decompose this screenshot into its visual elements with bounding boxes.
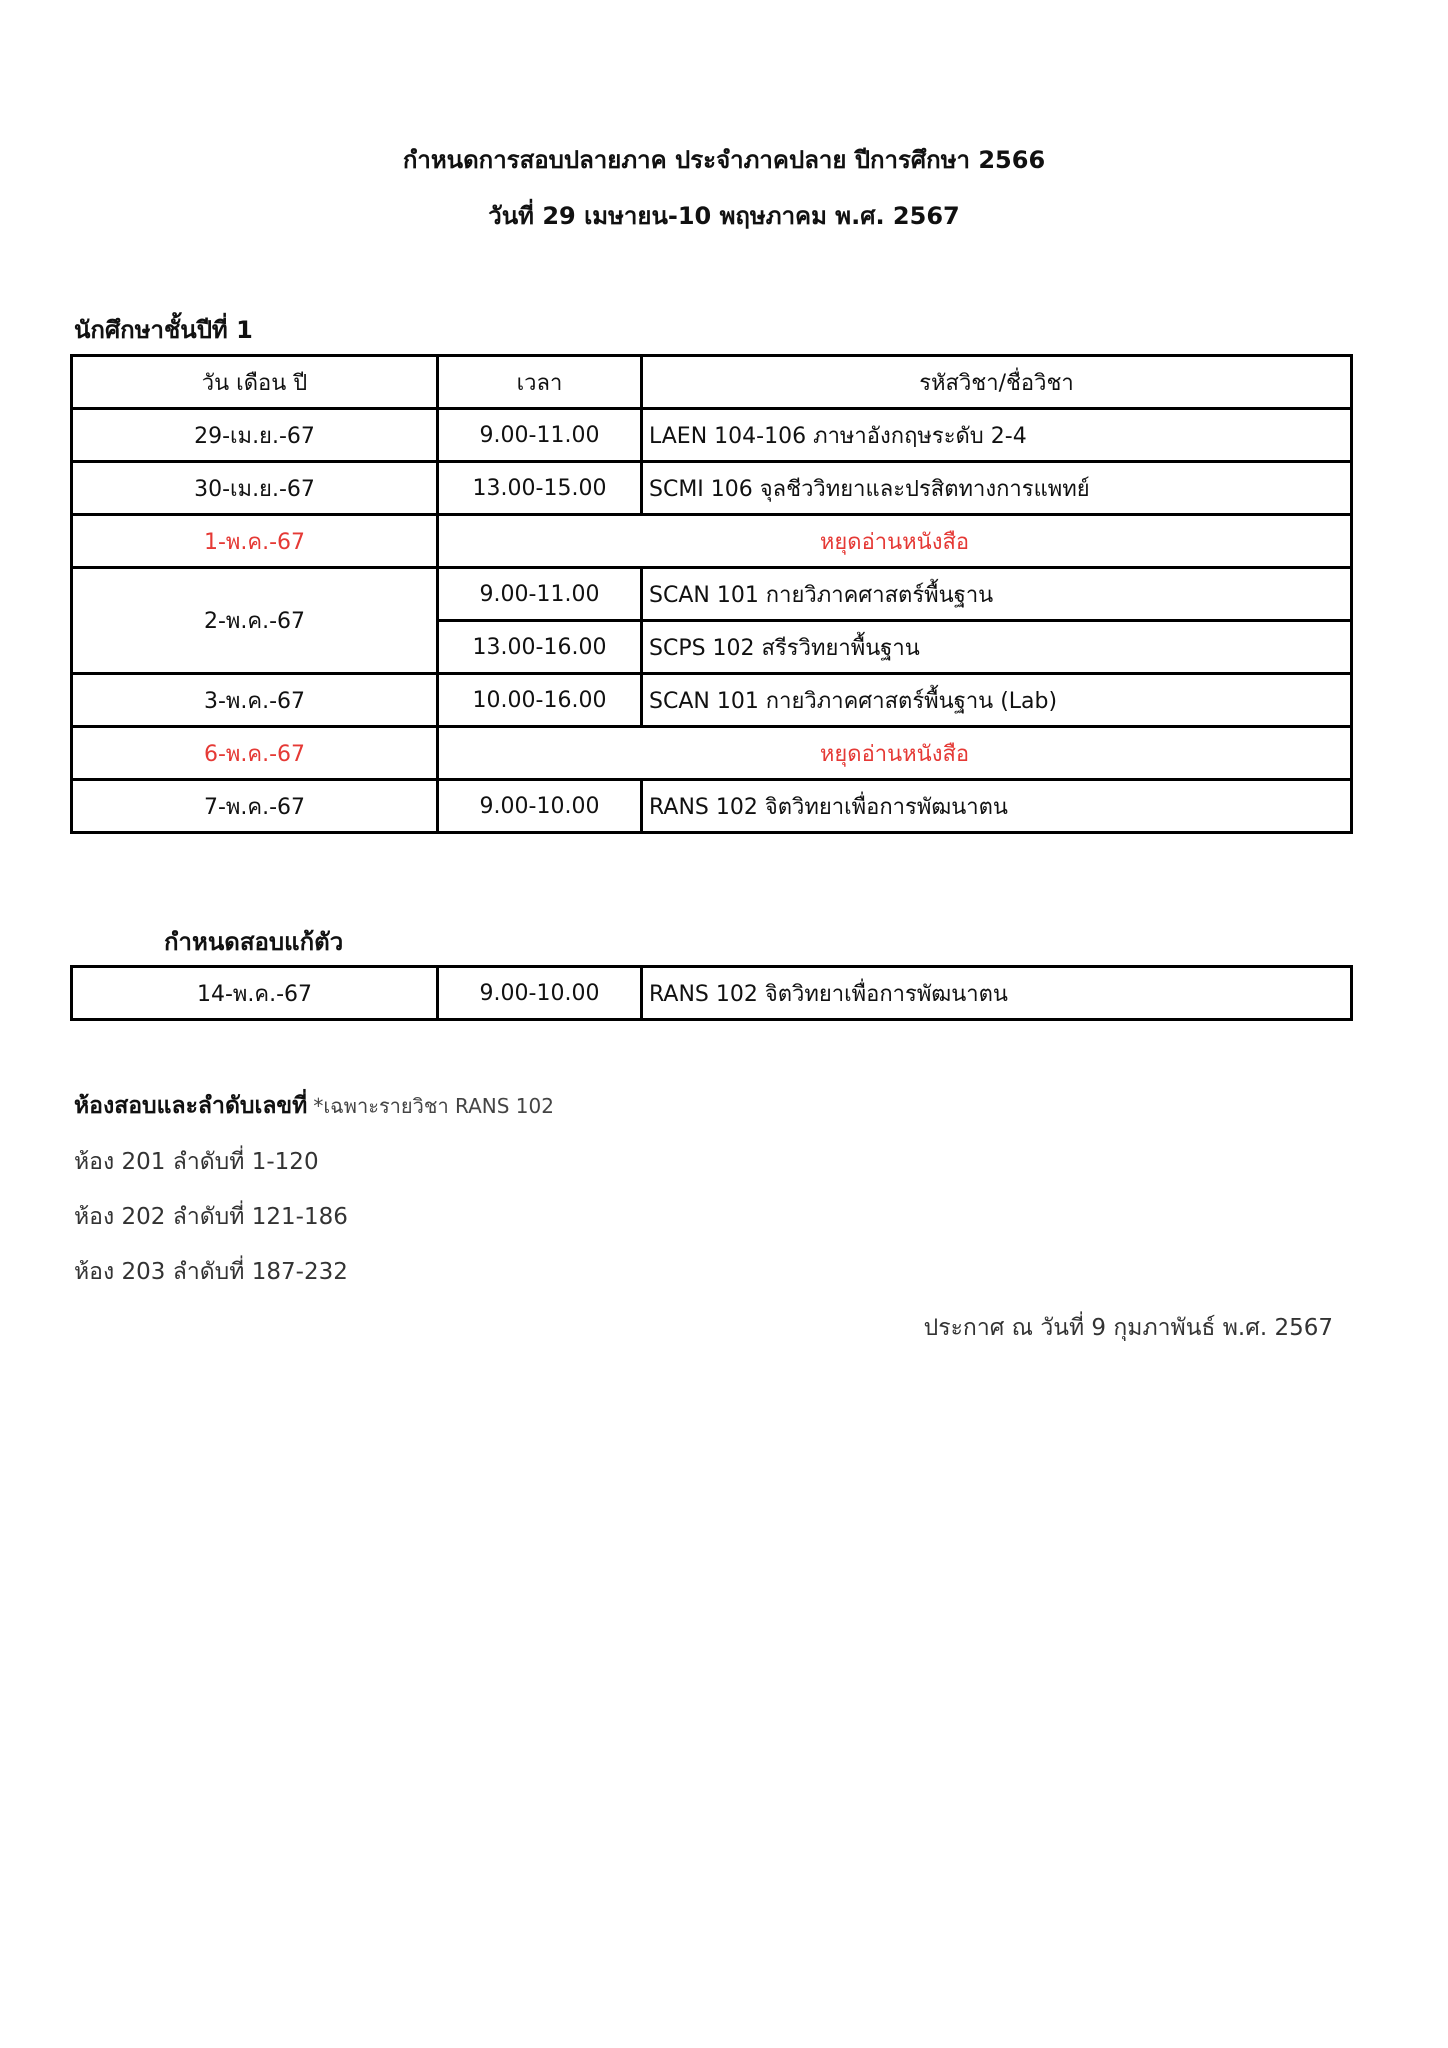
- exam-rooms-heading: [74, 1088, 554, 1124]
- exam-rooms-title: ห้องสอบและลำดับเลขที่: [74, 1093, 308, 1119]
- date-cell: 3-พ.ค.-67: [72, 674, 438, 727]
- header-time: เวลา: [438, 356, 642, 409]
- header-course: รหัสวิชา/ชื่อวิชา: [642, 356, 1352, 409]
- time-cell: 10.00-16.00: [438, 674, 642, 727]
- table-row: [72, 409, 1352, 462]
- date-cell: 7-พ.ค.-67: [72, 780, 438, 833]
- time-cell: 9.00-11.00: [438, 409, 642, 462]
- page-title: กำหนดการสอบปลายภาค ประจำภาคปลาย ปีการศึกษา 2566: [402, 146, 1046, 174]
- retake-heading: กำหนดสอบแก้ตัว: [164, 928, 344, 956]
- retake-exam-table: [70, 965, 1353, 1021]
- announcement-date: ประกาศ ณ วันที่ 9 กุมภาพันธ์ พ.ศ. 2567: [923, 1315, 1333, 1341]
- table-row: [72, 568, 1352, 621]
- date-cell: 30-เม.ย.-67: [72, 462, 438, 515]
- date-cell: 14-พ.ค.-67: [72, 967, 438, 1020]
- course-cell: RANS 102 จิตวิทยาเพื่อการพัฒนาตน: [642, 780, 1352, 833]
- date-cell: 1-พ.ค.-67: [72, 515, 438, 568]
- time-cell: 13.00-15.00: [438, 462, 642, 515]
- table-row-break: [72, 727, 1352, 780]
- course-cell: LAEN 104-106 ภาษาอังกฤษระดับ 2-4: [642, 409, 1352, 462]
- date-cell: 29-เม.ย.-67: [72, 409, 438, 462]
- exam-schedule-table: [70, 354, 1353, 834]
- time-cell: 9.00-11.00: [438, 568, 642, 621]
- room-item: ห้อง 201 ลำดับที่ 1-120: [74, 1149, 319, 1175]
- year-level-heading: นักศึกษาชั้นปีที่ 1: [74, 316, 253, 344]
- reading-break-cell: หยุดอ่านหนังสือ: [438, 515, 1352, 568]
- course-cell: RANS 102 จิตวิทยาเพื่อการพัฒนาตน: [642, 967, 1352, 1020]
- room-item: ห้อง 202 ลำดับที่ 121-186: [74, 1204, 348, 1230]
- time-cell: 9.00-10.00: [438, 780, 642, 833]
- table-row: [72, 780, 1352, 833]
- course-cell: SCPS 102 สรีรวิทยาพื้นฐาน: [642, 621, 1352, 674]
- table-row: [72, 967, 1352, 1020]
- course-cell: SCAN 101 กายวิภาคศาสตร์พื้นฐาน (Lab): [642, 674, 1352, 727]
- exam-rooms-note: *เฉพาะรายวิชา RANS 102: [313, 1094, 554, 1118]
- reading-break-cell: หยุดอ่านหนังสือ: [438, 727, 1352, 780]
- course-cell: SCMI 106 จุลชีววิทยาและปรสิตทางการแพทย์: [642, 462, 1352, 515]
- header-date: วัน เดือน ปี: [72, 356, 438, 409]
- table-row: [72, 462, 1352, 515]
- room-item: ห้อง 203 ลำดับที่ 187-232: [74, 1259, 348, 1285]
- table-header-row: [72, 356, 1352, 409]
- page-subtitle: วันที่ 29 เมษายน-10 พฤษภาคม พ.ศ. 2567: [488, 202, 960, 230]
- time-cell: 9.00-10.00: [438, 967, 642, 1020]
- table-row-break: [72, 515, 1352, 568]
- date-cell: 6-พ.ค.-67: [72, 727, 438, 780]
- time-cell: 13.00-16.00: [438, 621, 642, 674]
- date-cell: 2-พ.ค.-67: [72, 568, 438, 674]
- course-cell: SCAN 101 กายวิภาคศาสตร์พื้นฐาน: [642, 568, 1352, 621]
- table-row: [72, 674, 1352, 727]
